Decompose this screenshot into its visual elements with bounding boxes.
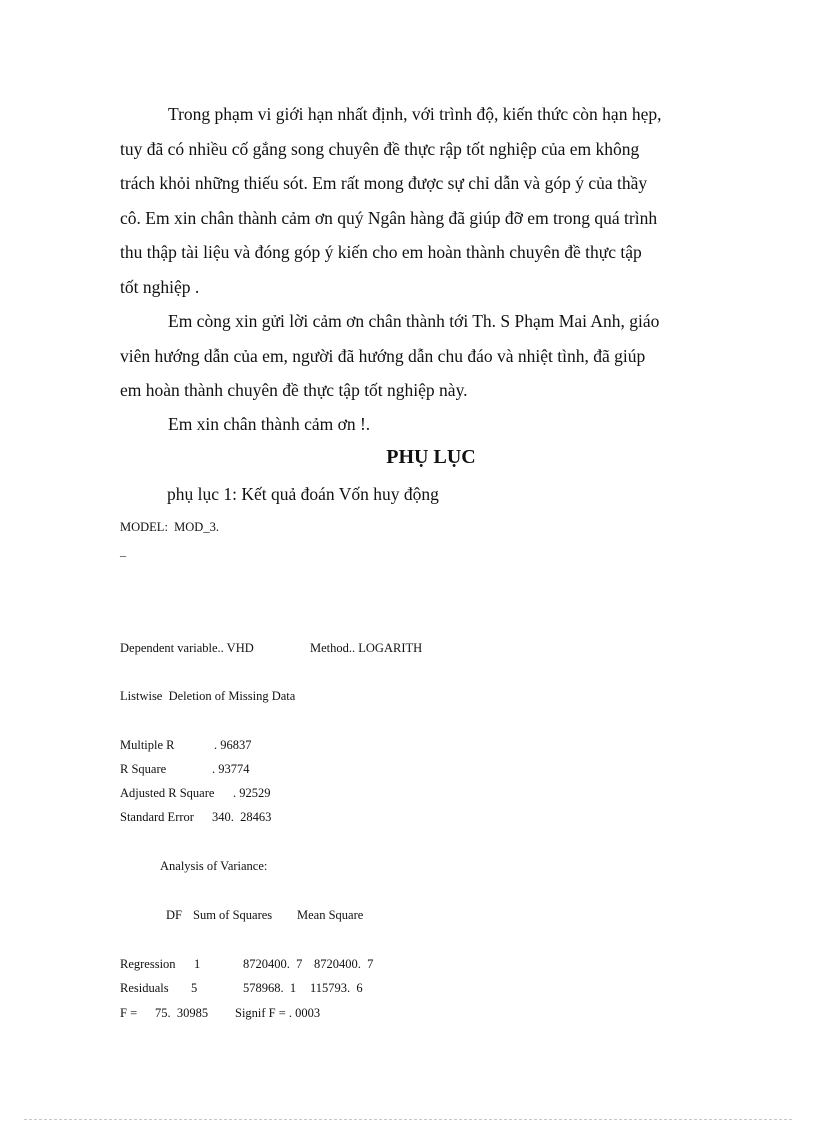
anova-row-ms: 115793. 6 [310,981,363,995]
stat-label: Standard Error [120,810,194,824]
anova-row-ms: 8720400. 7 [314,957,374,971]
anova-row-ss: 8720400. 7 [243,957,303,971]
significance-value: Signif F = . 0003 [235,1006,321,1020]
text-line: trách khỏi những thiếu sót. Em rất mong được sự chỉ dẫn và góp ý của thầy [120,173,648,193]
page-bottom-rule [24,1119,792,1120]
paragraph-closing [120,407,700,442]
text-line: Em xin chân thành cảm ơn !. [168,414,371,434]
text-line: em hoàn thành chuyên đề thực tập tốt nghiệp này. [120,380,468,400]
text-line: Trong phạm vi giới hạn nhất định, với trình độ, kiến thức còn hạn hẹp, [168,104,662,124]
paragraph-thanks-advisor [120,304,700,408]
model-label: MODEL: MOD_3. [120,520,219,534]
anova-row-df: 5 [191,981,198,995]
paragraph-acknowledgement [120,97,700,304]
f-statistic-label: F = [120,1006,138,1020]
anova-row-df: 1 [194,957,201,971]
anova-title: Analysis of Variance: [160,859,268,873]
separator-dash: _ [120,544,126,558]
text-line: thu thập tài liệu và đóng góp ý kiến cho em hoàn thành chuyên đề thực tập [120,242,642,262]
anova-row-ss: 578968. 1 [243,981,297,995]
anova-row-label: Residuals [120,981,169,995]
text-line: cô. Em xin chân thành cảm ơn quý Ngân hàng đã giúp đỡ em trong quá trình [120,207,658,228]
stat-value: 340. 28463 [212,810,272,824]
anova-header-ms: Mean Square [297,908,364,922]
f-statistic-value: 75. 30985 [155,1006,209,1020]
anova-header-df: DF [166,908,182,922]
text-line: Em còng xin gửi lời cảm ơn chân thành tới Th. S Phạm Mai Anh, giáo [168,311,660,331]
stat-label: Multiple R [120,738,175,752]
dependent-variable: Dependent variable.. VHD [120,641,254,655]
text-line: tốt nghiệp . [120,276,200,297]
method-label: Method.. LOGARITH [310,641,423,655]
stat-label: Adjusted R Square [120,786,215,800]
anova-header-ss: Sum of Squares [193,908,273,922]
anova-row-label: Regression [120,957,176,971]
appendix-title: phụ lục 1: Kết quả đoán Vốn huy động [167,484,439,504]
stat-value: . 92529 [233,786,271,800]
stat-value: . 96837 [214,738,252,752]
stat-label: R Square [120,762,167,776]
text-line: tuy đã có nhiều cố gắng song chuyên đề thực rập tốt nghiệp của em không [120,138,640,159]
stat-value: . 93774 [212,762,250,776]
text-line: viên hướng dẫn của em, người đã hướng dẫn chu đáo và nhiệt tình, đã giúp [120,345,646,366]
appendix-heading: PHỤ LỤC [386,446,476,468]
listwise-note: Listwise Deletion of Missing Data [120,689,296,703]
